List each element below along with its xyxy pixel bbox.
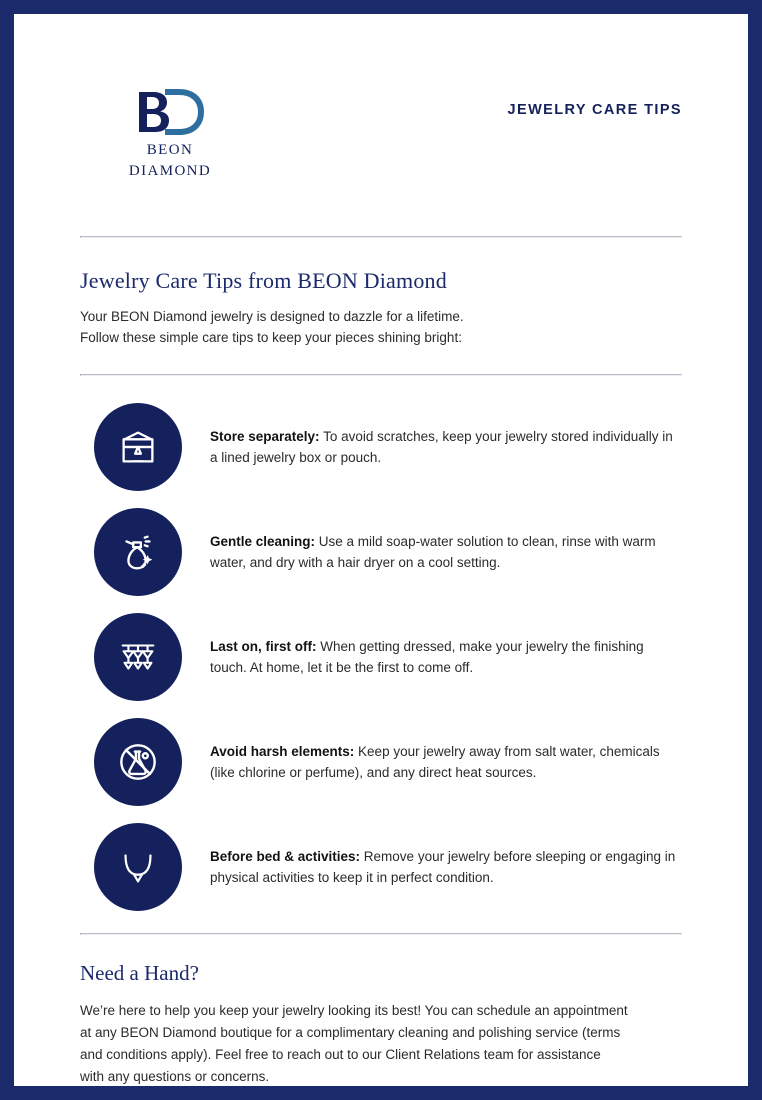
document-header: [80, 14, 682, 179]
earrings-icon: [94, 613, 182, 701]
document-page: [14, 14, 748, 1086]
footer-body: We’re here to help you keep your jewelry looking its best! You can schedule an appointment at any BEON Diamond boutique for a complimentary cleaning and polishing service (terms and conditions apply). Feel free to reach out to our Client Relations team for assistance with any questions or concerns.: [80, 1003, 628, 1084]
tip-label: Before bed & activities:: [210, 848, 361, 864]
brand-name-line1: BEON: [146, 142, 194, 158]
brand-logo: [90, 86, 250, 180]
list-item-text: [210, 636, 680, 678]
intro-paragraph: [80, 306, 682, 348]
intro-divider: [80, 374, 682, 376]
tip-body: Keep your jewelry away from salt water, chemicals (like chlorine or perfume), and any direct heat sources.: [210, 743, 660, 780]
necklace-icon: [94, 823, 182, 911]
list-item-text: [210, 741, 680, 783]
intro-line-2: Follow these simple care tips to keep your pieces shining bright:: [80, 330, 462, 345]
list-item: [80, 709, 682, 814]
page-title: Jewelry Care Tips from BEON Diamond: [80, 268, 447, 293]
tip-label: Last on, first off:: [210, 638, 317, 654]
list-item: [80, 814, 682, 919]
tips-divider: [80, 933, 682, 935]
brand-name-line2: DIAMOND: [128, 163, 212, 179]
tip-label: Avoid harsh elements:: [210, 743, 355, 759]
list-item-text: [210, 846, 680, 888]
page-content: [80, 14, 682, 1086]
list-item: [80, 499, 682, 604]
no-chemicals-icon: [94, 718, 182, 806]
document-kicker: JEWELRY CARE TIPS: [507, 102, 682, 118]
list-item: [80, 604, 682, 709]
tip-body: Use a mild soap-water solution to clean, rinse with warm water, and dry with a hair dryer on a cool setting.: [210, 533, 656, 570]
list-item-text: [210, 426, 680, 468]
tip-body: When getting dressed, make your jewelry the finishing touch. At home, let it be the first to come off.: [210, 638, 644, 675]
list-item: [80, 394, 682, 499]
list-item-text: [210, 531, 680, 573]
tip-label: Store separately:: [210, 428, 320, 444]
spray-bottle-icon: [94, 508, 182, 596]
header-divider: [80, 236, 682, 238]
intro-line-1: Your BEON Diamond jewelry is designed to dazzle for a lifetime.: [80, 309, 464, 324]
tip-body: To avoid scratches, keep your jewelry stored individually in a lined jewelry box or pouch.: [210, 428, 673, 465]
tips-list: [80, 394, 682, 919]
footer-title: Need a Hand?: [80, 961, 199, 985]
monogram-icon: [133, 86, 207, 138]
tip-label: Gentle cleaning:: [210, 533, 316, 549]
jewelry-box-icon: [94, 403, 182, 491]
tip-body: Remove your jewelry before sleeping or engaging in physical activities to keep it in perfect condition.: [210, 848, 676, 885]
